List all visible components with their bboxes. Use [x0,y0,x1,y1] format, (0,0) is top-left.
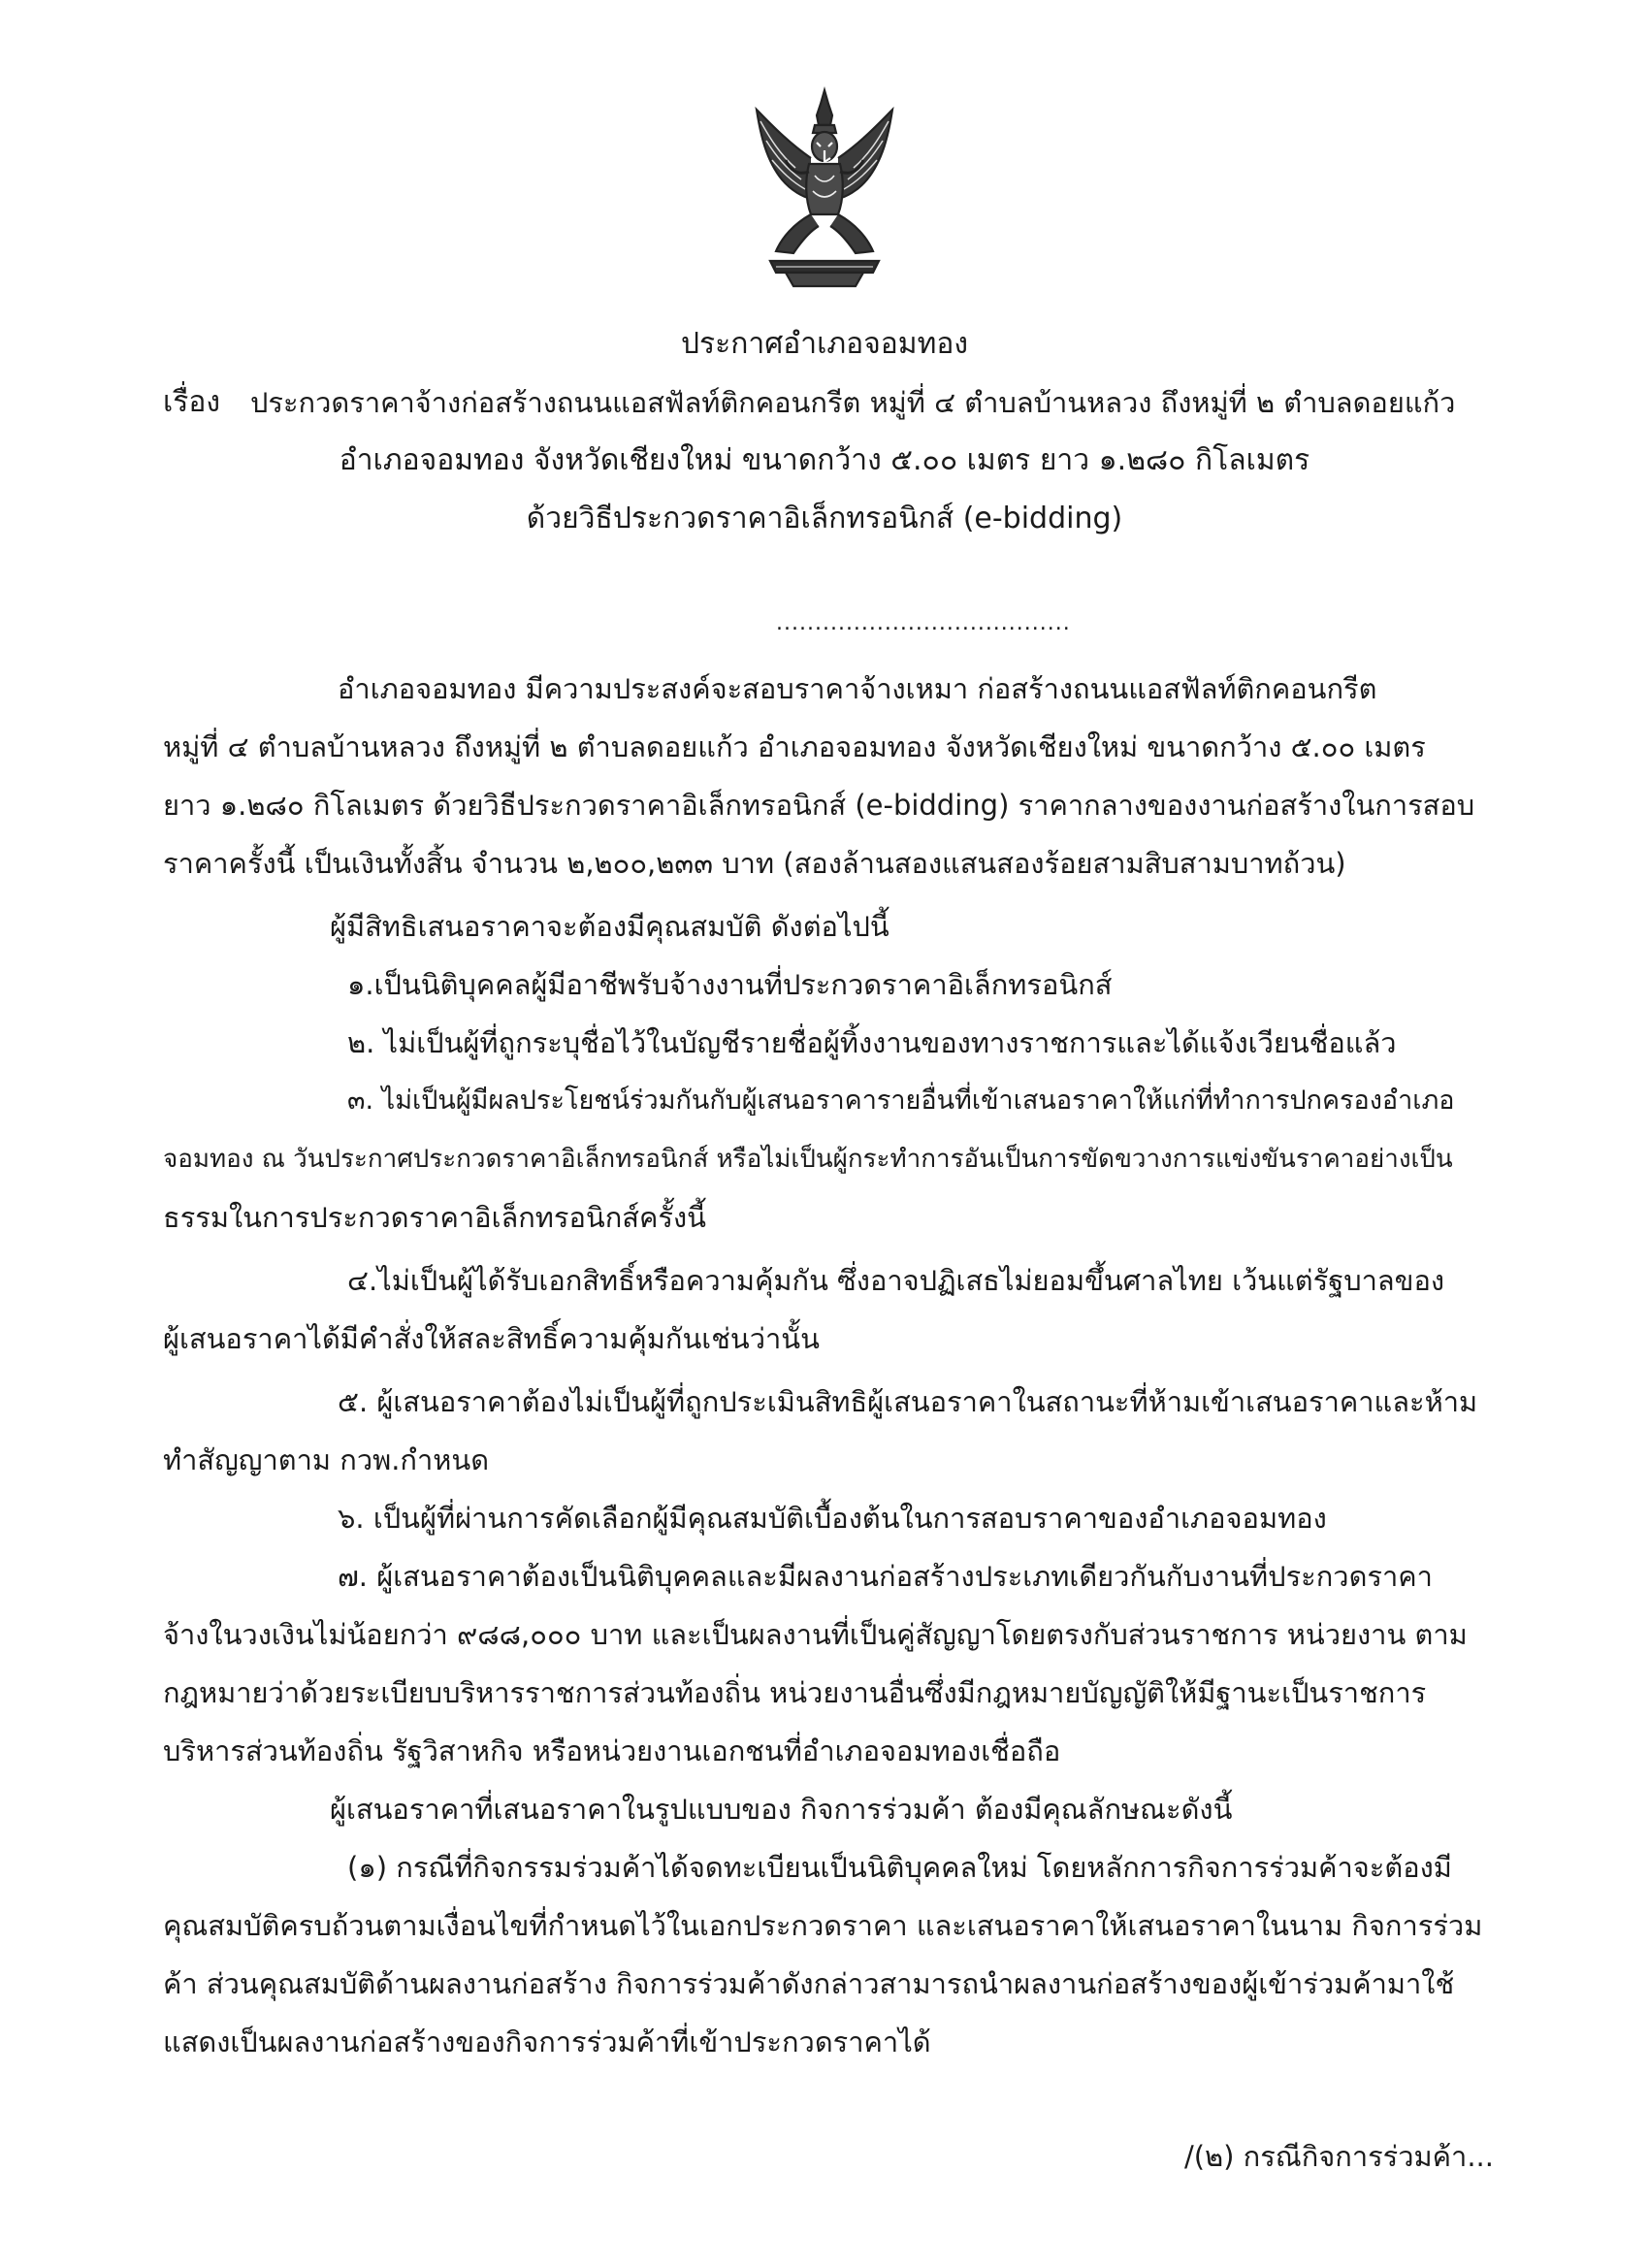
garuda-emblem-icon [747,82,902,291]
subject-line-2: อำเภอจอมทอง จังหวัดเชียงใหม่ ขนาดกว้าง ๕.๐๐ เมตร ยาว ๑.๒๘๐ กิโลเมตร [339,443,1310,477]
paragraph-1-line-3: ยาว ๑.๒๘๐ กิโลเมตร ด้วยวิธีประกวดราคาอิเล็กทรอนิกส์ (e-bidding) ราคากลางของงานก่อสร้างในการสอบ [163,789,1475,822]
qualification-item-4-line-2: ผู้เสนอราคาได้มีคำสั่งให้สละสิทธิ์ความคุ้มกันเช่นว่านั้น [163,1322,820,1355]
joint-venture-item-1-line-4: แสดงเป็นผลงานก่อสร้างของกิจการร่วมค้าที่เข้าประกวดราคาได้ [163,2025,931,2058]
qualification-item-3-line-1: ๓. ไม่เป็นผู้มีผลประโยชน์ร่วมกันกับผู้เสนอราคารายอื่นที่เข้าเสนอราคาให้แก่ที่ทำการปกครองอำเภอ [347,1085,1455,1116]
subject-line-1: ประกวดราคาจ้างก่อสร้างถนนแอสฟัลท์ติกคอนกรีต หมู่ที่ ๔ ตำบลบ้านหลวง ถึงหมู่ที่ ๒ ตำบลดอยแก้ว [250,386,1456,419]
qualification-item-7-line-3: กฎหมายว่าด้วยระเบียบบริหารราชการส่วนท้องถิ่น หน่วยงานอื่นซึ่งมีกฎหมายบัญญัติให้มีฐานะเป็นราชการ [163,1676,1427,1709]
paragraph-1-line-1: อำเภอจอมทอง มีความประสงค์จะสอบราคาจ้างเหมา ก่อสร้างถนนแอสฟัลท์ติกคอนกรีต [338,672,1377,705]
qualification-item-3-line-2: จอมทอง ณ วันประกาศประกวดราคาอิเล็กทรอนิกส์ หรือไม่เป็นผู้กระทำการอันเป็นการขัดขวางการแข่งขันราคาอย่างเป็น [163,1145,1453,1174]
qualification-item-3-line-3: ธรรมในการประกวดราคาอิเล็กทรอนิกส์ครั้งนี้ [163,1201,706,1234]
qualification-intro: ผู้มีสิทธิเสนอราคาจะต้องมีคุณสมบัติ ดังต่อไปนี้ [330,910,889,943]
qualification-item-7-line-1: ๗. ผู้เสนอราคาต้องเป็นนิติบุคคลและมีผลงานก่อสร้างประเภทเดียวกันกับงานที่ประกวดราคา [338,1560,1433,1593]
paragraph-1-line-2: หมู่ที่ ๔ ตำบลบ้านหลวง ถึงหมู่ที่ ๒ ตำบลดอยแก้ว อำเภอจอมทอง จังหวัดเชียงใหม่ ขนาดกว้าง ๕.๐๐ เมตร [163,730,1426,763]
continuation-note: /(๒) กรณีกิจการร่วมค้า... [1183,2140,1494,2173]
qualification-item-1: ๑.เป็นนิติบุคคลผู้มีอาชีพรับจ้างงานที่ประกวดราคาอิเล็กทรอนิกส์ [347,968,1113,1001]
announcer-title: ประกาศอำเภอจอมทอง [680,327,969,361]
joint-venture-item-1-line-1: (๑) กรณีที่กิจกรรมร่วมค้าได้จดทะเบียนเป็นนิติบุคคลใหม่ โดยหลักการกิจการร่วมค้าจะต้องมี [347,1851,1452,1884]
joint-venture-intro: ผู้เสนอราคาที่เสนอราคาในรูปแบบของ กิจการร่วมค้า ต้องมีคุณลักษณะดังนี้ [330,1793,1233,1826]
qualification-item-4-line-1: ๔.ไม่เป็นผู้ได้รับเอกสิทธิ์หรือความคุ้มกัน ซึ่งอาจปฏิเสธไม่ยอมขึ้นศาลไทย เว้นแต่รัฐบาลของ [347,1264,1445,1297]
subject-line-3: ด้วยวิธีประกวดราคาอิเล็กทรอนิกส์ (e-bidding) [526,502,1123,535]
qualification-item-5-line-2: ทำสัญญาตาม กวพ.กำหนด [163,1443,490,1476]
paragraph-1-line-4: ราคาครั้งนี้ เป็นเงินทั้งสิ้น จำนวน ๒,๒๐๐,๒๓๓ บาท (สองล้านสองแสนสองร้อยสามสิบสามบาทถ้วน) [163,847,1346,880]
qualification-item-7-line-4: บริหารส่วนท้องถิ่น รัฐวิสาหกิจ หรือหน่วยงานเอกชนที่อำเภอจอมทองเชื่อถือ [163,1734,1061,1767]
qualification-item-7-line-2: จ้างในวงเงินไม่น้อยกว่า ๙๘๘,๐๐๐ บาท และเป็นผลงานที่เป็นคู่สัญญาโดยตรงกับส่วนราชการ หน่วยงาน ตาม [163,1618,1468,1651]
separator: ...................................... [776,611,1071,635]
qualification-item-2: ๒. ไม่เป็นผู้ที่ถูกระบุชื่อไว้ในบัญชีรายชื่อผู้ทิ้งงานของทางราชการและได้แจ้งเวียนชื่อแล้ว [347,1026,1397,1059]
subject-label: เรื่อง [163,385,221,419]
joint-venture-item-1-line-3: ค้า ส่วนคุณสมบัติด้านผลงานก่อสร้าง กิจการร่วมค้าดังกล่าวสามารถนำผลงานก่อสร้างของผู้เข้าร่วมค้ามาใช้ [163,1967,1455,2000]
qualification-item-5-line-1: ๕. ผู้เสนอราคาต้องไม่เป็นผู้ที่ถูกประเมินสิทธิผู้เสนอราคาในสถานะที่ห้ามเข้าเสนอราคาและห้าม [338,1385,1478,1418]
qualification-item-6: ๖. เป็นผู้ที่ผ่านการคัดเลือกผู้มีคุณสมบัติเบื้องต้นในการสอบราคาของอำเภอจอมทอง [338,1502,1327,1535]
joint-venture-item-1-line-2: คุณสมบัติครบถ้วนตามเงื่อนไขที่กำหนดไว้ในเอกประกวดราคา และเสนอราคาให้เสนอราคาในนาม กิจการร่วม [163,1909,1483,1942]
